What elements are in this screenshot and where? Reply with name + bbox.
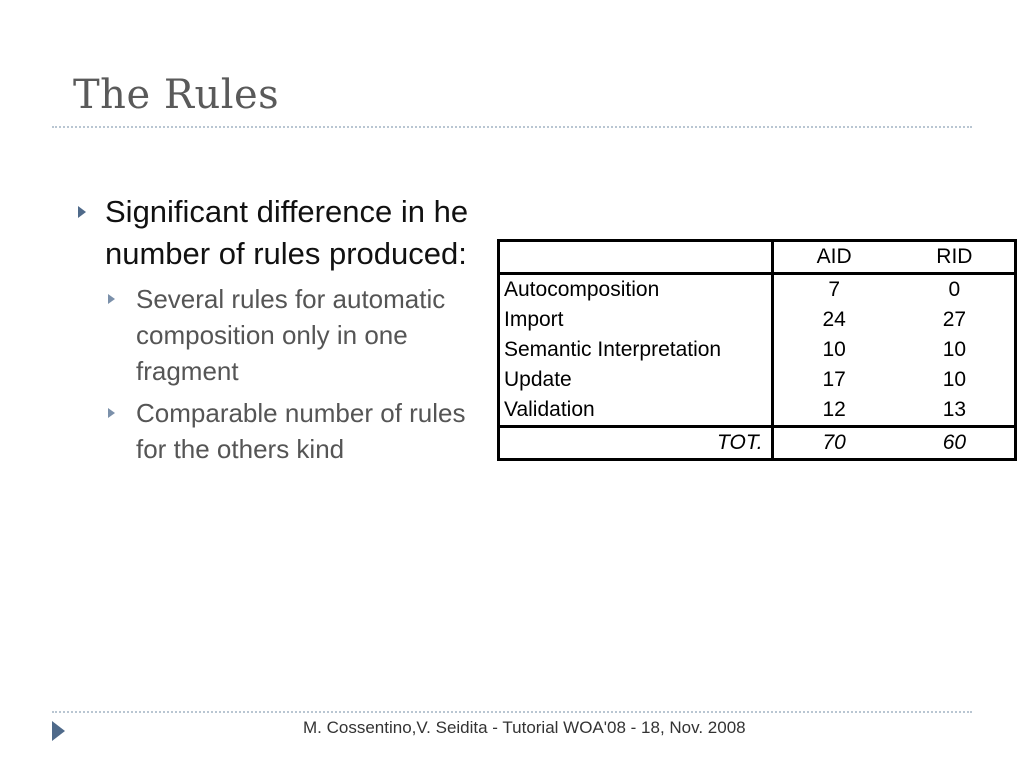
bullet-list: [78, 191, 488, 467]
total-label: TOT.: [499, 427, 773, 460]
row-label: Validation: [499, 395, 773, 427]
row-rid-value: 10: [942, 368, 967, 391]
row-rid-value: 13: [942, 398, 967, 421]
sub-bullet-text: Comparable number of rules for the others kind: [136, 398, 466, 464]
title-divider: [52, 126, 972, 128]
bullet-item-main: [78, 191, 488, 275]
row-label: Import: [499, 305, 773, 335]
row-rid-value: 10: [942, 338, 967, 361]
row-aid-value: 10: [822, 338, 846, 361]
row-label: Semantic Interpretation: [499, 335, 773, 365]
row-aid-value: 24: [822, 308, 846, 331]
footer-citation: M. Cossentino,V. Seidita - Tutorial WOA'08 - 18, Nov. 2008: [303, 718, 746, 737]
header-cell-rid: RID: [895, 241, 1016, 274]
row-aid-value: 12: [822, 398, 846, 421]
sub-bullet-item: [78, 281, 488, 389]
rules-table: [497, 239, 1017, 461]
total-rid-value: 60: [895, 427, 1016, 460]
table-row: [499, 335, 1016, 365]
footer-divider: [52, 711, 972, 713]
sub-bullet-item: [78, 395, 488, 467]
row-rid-value: 0: [948, 278, 961, 301]
header-cell-aid: AID: [772, 241, 895, 274]
table-row: [499, 395, 1016, 427]
slide-title: The Rules: [73, 72, 280, 118]
row-rid-value: 27: [942, 308, 967, 331]
table-row: [499, 305, 1016, 335]
table-total-row: [499, 427, 1016, 460]
header-cell-label: [499, 241, 773, 274]
table-header-row: [499, 241, 1016, 274]
sub-bullet-text: Several rules for automatic composition only in one fragment: [136, 284, 446, 386]
table-row: [499, 274, 1016, 306]
footer-triangle-icon: [52, 721, 65, 741]
sub-bullet-triangle-icon: [108, 294, 115, 304]
table-row: [499, 365, 1016, 395]
bullet-triangle-icon: [78, 206, 86, 218]
row-label: Autocomposition: [499, 274, 773, 306]
sub-bullet-triangle-icon: [108, 408, 115, 418]
row-label: Update: [499, 365, 773, 395]
row-aid-value: 7: [828, 278, 841, 301]
row-aid-value: 17: [822, 368, 846, 391]
bullet-text: Significant difference in he number of rules produced:: [105, 194, 469, 271]
total-aid-value: 70: [772, 427, 895, 460]
